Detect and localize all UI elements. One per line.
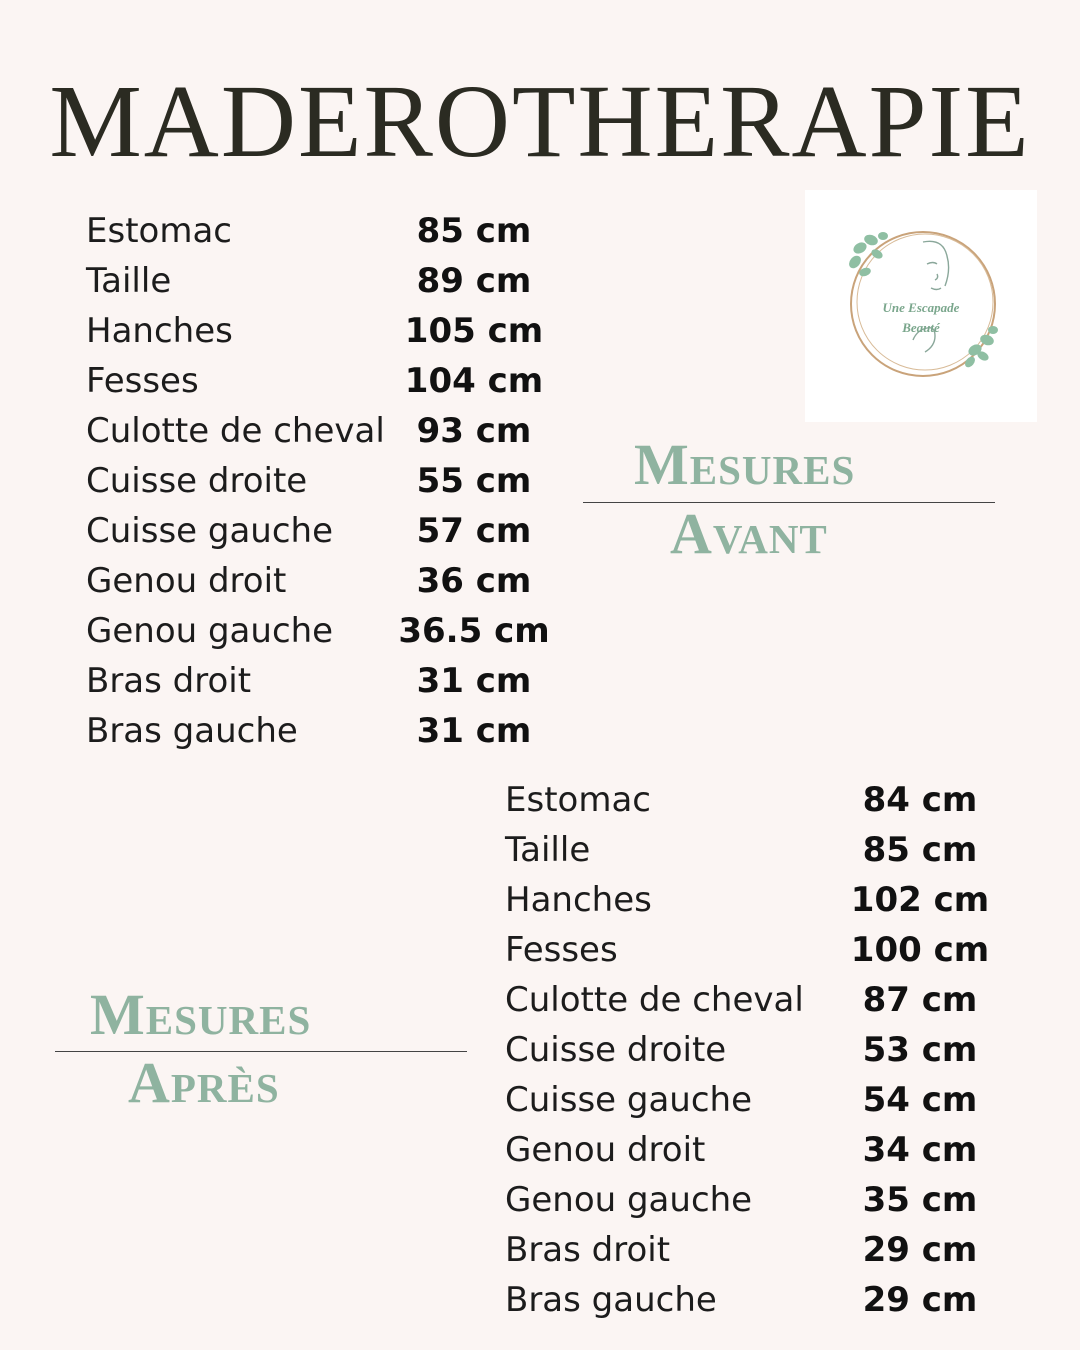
measurement-value: 102 cm <box>850 880 990 920</box>
measurement-value: 34 cm <box>862 1130 978 1170</box>
measurement-value: 29 cm <box>862 1280 978 1320</box>
measurement-label: Fesses <box>505 930 618 970</box>
measurement-value: 55 cm <box>416 461 532 501</box>
measurement-value: 85 cm <box>416 211 532 251</box>
measurement-value: 53 cm <box>862 1030 978 1070</box>
before-heading-line2 <box>670 501 828 566</box>
page-title: MADEROTHERAPIE <box>49 64 1031 179</box>
measurement-label: Genou gauche <box>505 1180 753 1220</box>
measurement-label: Cuisse gauche <box>505 1080 753 1120</box>
measurement-value: 93 cm <box>416 411 532 451</box>
before-heading-line1 <box>634 432 856 497</box>
measurement-value: 57 cm <box>416 511 532 551</box>
measurement-value: 35 cm <box>862 1180 978 1220</box>
measurement-value: 84 cm <box>862 780 978 820</box>
measurement-label: Estomac <box>505 780 651 820</box>
logo-text-line1: Une Escapade <box>882 300 960 315</box>
measurement-value: 87 cm <box>862 980 978 1020</box>
measurement-label: Hanches <box>86 311 233 351</box>
measurement-label: Cuisse gauche <box>86 511 334 551</box>
measurement-label: Genou droit <box>505 1130 706 1170</box>
brand-logo <box>805 190 1037 422</box>
measurement-value: 100 cm <box>850 930 990 970</box>
heading-word: Après <box>128 1050 280 1115</box>
measurement-label: Bras gauche <box>86 711 298 751</box>
measurement-label: Cuisse droite <box>86 461 308 501</box>
measurement-label: Bras droit <box>86 661 252 701</box>
after-heading-line2 <box>128 1050 280 1115</box>
measurement-label: Hanches <box>505 880 652 920</box>
measurement-label: Culotte de cheval <box>86 411 385 451</box>
measurement-value: 85 cm <box>862 830 978 870</box>
measurement-label: Bras droit <box>505 1230 671 1270</box>
heading-initial: Mesures <box>634 432 856 497</box>
measurement-value: 29 cm <box>862 1230 978 1270</box>
measurement-label: Taille <box>86 261 172 301</box>
measurement-label: Genou gauche <box>86 611 334 651</box>
heading-word: Avant <box>670 501 828 566</box>
measurement-value: 31 cm <box>416 661 532 701</box>
measurement-value: 105 cm <box>404 311 544 351</box>
measurement-label: Fesses <box>86 361 199 401</box>
logo-text-line2: Beauté <box>902 320 940 335</box>
measurement-label: Cuisse droite <box>505 1030 727 1070</box>
after-heading-line1 <box>90 982 312 1047</box>
measurement-value: 54 cm <box>862 1080 978 1120</box>
measurement-value: 89 cm <box>416 261 532 301</box>
measurement-label: Estomac <box>86 211 232 251</box>
measurement-value: 104 cm <box>404 361 544 401</box>
measurement-label: Genou droit <box>86 561 287 601</box>
face-line-icon <box>923 241 949 289</box>
measurement-label: Bras gauche <box>505 1280 717 1320</box>
measurement-label: Taille <box>505 830 591 870</box>
heading-word: Mesures <box>90 982 312 1047</box>
measurement-value: 36.5 cm <box>398 611 550 651</box>
measurement-value: 36 cm <box>416 561 532 601</box>
leaf-icon <box>847 232 888 278</box>
measurement-label: Culotte de cheval <box>505 980 804 1020</box>
measurement-value: 31 cm <box>416 711 532 751</box>
